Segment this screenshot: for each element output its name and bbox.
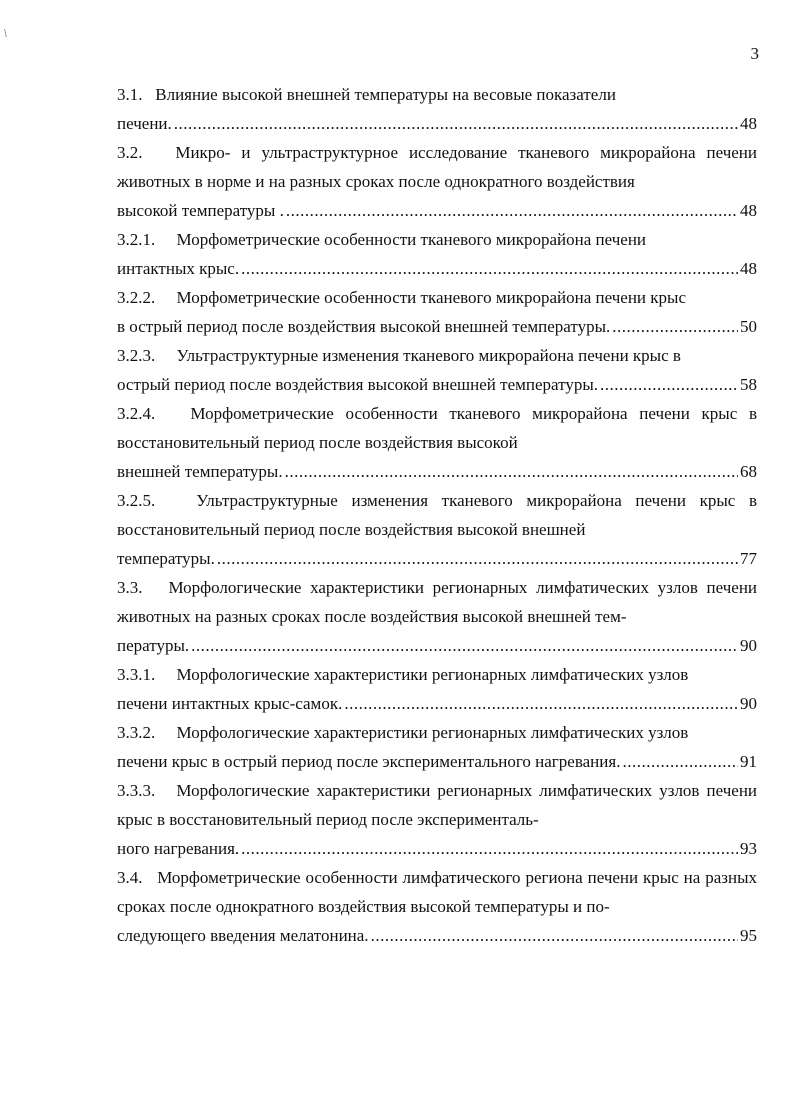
toc-page-ref: 77	[740, 549, 757, 568]
toc-entry-number: 3.3.1.	[117, 665, 156, 684]
toc-entry-title: Морфометрические особенности тканевого микрорайона печени крыс в восстановительный период после воздействия высокой	[117, 404, 758, 452]
toc-page-ref: 50	[740, 317, 757, 336]
toc-entry-number: 3.3.2.	[117, 723, 156, 742]
toc-entry-title: Морфологические характеристики регионарных лимфатических узлов печени животных на разных сроках после воздействия высокой внешней тем-	[117, 578, 758, 626]
toc-page-ref: 93	[740, 839, 757, 858]
toc-entry-3-4[interactable]	[117, 863, 757, 950]
dot-leader	[174, 109, 738, 138]
toc-entry-number: 3.3.	[117, 578, 143, 597]
dot-leader	[344, 689, 738, 718]
toc-page-ref: 58	[740, 375, 757, 394]
dot-leader	[371, 921, 738, 950]
toc-entry-3-2[interactable]	[117, 138, 757, 225]
dot-leader	[622, 747, 738, 776]
toc-page-ref: 90	[740, 636, 757, 655]
page-number: 3	[750, 44, 759, 63]
dot-leader	[286, 196, 738, 225]
toc-entry-title-tail: температуры.	[117, 549, 215, 568]
toc-entry-title-tail: острый период после воздействия высокой внешней температуры.	[117, 375, 598, 394]
toc-entry-title-tail: печени интактных крыс-самок.	[117, 694, 343, 713]
toc-page-ref: 95	[740, 926, 757, 945]
toc-entry-number: 3.2.4.	[117, 404, 156, 423]
toc-page-ref: 68	[740, 462, 757, 481]
toc-entry-title: Морфометрические особенности лимфатического региона печени крыс на разных сроках после однократного воздействия высокой температуры и по-	[117, 868, 757, 916]
toc-entry-title: Морфологические характеристики регионарных лимфатических узлов	[176, 723, 689, 742]
toc-entry-title-tail: пературы.	[117, 636, 190, 655]
toc-page-ref: 90	[740, 694, 757, 713]
toc-entry-title: Морфологические характеристики регионарных лимфатических узлов печени крыс в восстановительный период после эксперименталь-	[117, 781, 758, 829]
toc-entry-number: 3.2.5.	[117, 491, 156, 510]
stray-pen-mark: /	[0, 26, 11, 40]
toc-entry-title-tail: внешней температуры.	[117, 462, 283, 481]
toc-entry-title-tail: ного нагревания.	[117, 839, 240, 858]
toc-entry-3-3-1[interactable]	[117, 660, 757, 718]
table-of-contents	[117, 80, 757, 950]
toc-page-ref: 48	[740, 259, 757, 278]
toc-entry-title: Морфометрические особенности тканевого микрорайона печени крыс	[176, 288, 686, 307]
toc-entry-3-2-1[interactable]	[117, 225, 757, 283]
toc-entry-title: Ультраструктурные изменения тканевого микрорайона печени крыс в	[176, 346, 681, 365]
dot-leader	[600, 370, 738, 399]
dot-leader	[612, 312, 738, 341]
toc-entry-number: 3.2.	[117, 143, 143, 162]
toc-entry-3-2-5[interactable]	[117, 486, 757, 573]
toc-entry-3-3-3[interactable]	[117, 776, 757, 863]
toc-entry-number: 3.1.	[117, 85, 143, 104]
toc-entry-title-tail: печени.	[117, 114, 172, 133]
toc-entry-3-3-2[interactable]	[117, 718, 757, 776]
toc-entry-3-3[interactable]	[117, 573, 757, 660]
toc-entry-3-2-4[interactable]	[117, 399, 757, 486]
toc-entry-3-2-3[interactable]	[117, 341, 757, 399]
toc-page-ref: 48	[740, 201, 757, 220]
toc-entry-title: Морфометрические особенности тканевого микрорайона печени	[176, 230, 647, 249]
toc-entry-title: Морфологические характеристики регионарных лимфатических узлов	[176, 665, 689, 684]
toc-entry-title: Ультраструктурные изменения тканевого микрорайона печени крыс в восстановительный период после воздействия высокой внешней	[117, 491, 757, 539]
dot-leader	[217, 544, 738, 573]
toc-entry-3-1[interactable]	[117, 80, 757, 138]
toc-entry-title-tail: интактных крыс.	[117, 259, 240, 278]
toc-page-ref: 48	[740, 114, 757, 133]
toc-entry-title: Влияние высокой внешней температуры на весовые показатели	[155, 85, 616, 104]
dot-leader	[241, 834, 738, 863]
toc-entry-title-tail: высокой температуры .	[117, 201, 284, 220]
toc-entry-title-tail: следующего введения мелатонина.	[117, 926, 369, 945]
toc-entry-title: Микро- и ультраструктурное исследование тканевого микрорайона печени животных в норме и на разных сроках после однократного воздействия	[117, 143, 758, 191]
dot-leader	[191, 631, 738, 660]
toc-entry-3-2-2[interactable]	[117, 283, 757, 341]
toc-entry-number: 3.2.1.	[117, 230, 156, 249]
toc-entry-title-tail: печени крыс в острый период после экспериментального нагревания.	[117, 752, 621, 771]
toc-entry-number: 3.3.3.	[117, 781, 156, 800]
toc-entry-title-tail: в острый период после воздействия высокой внешней температуры.	[117, 317, 611, 336]
toc-entry-number: 3.2.3.	[117, 346, 156, 365]
toc-entry-number: 3.4.	[117, 868, 143, 887]
dot-leader	[241, 254, 738, 283]
toc-entry-number: 3.2.2.	[117, 288, 156, 307]
toc-page-ref: 91	[740, 752, 757, 771]
dot-leader	[285, 457, 738, 486]
